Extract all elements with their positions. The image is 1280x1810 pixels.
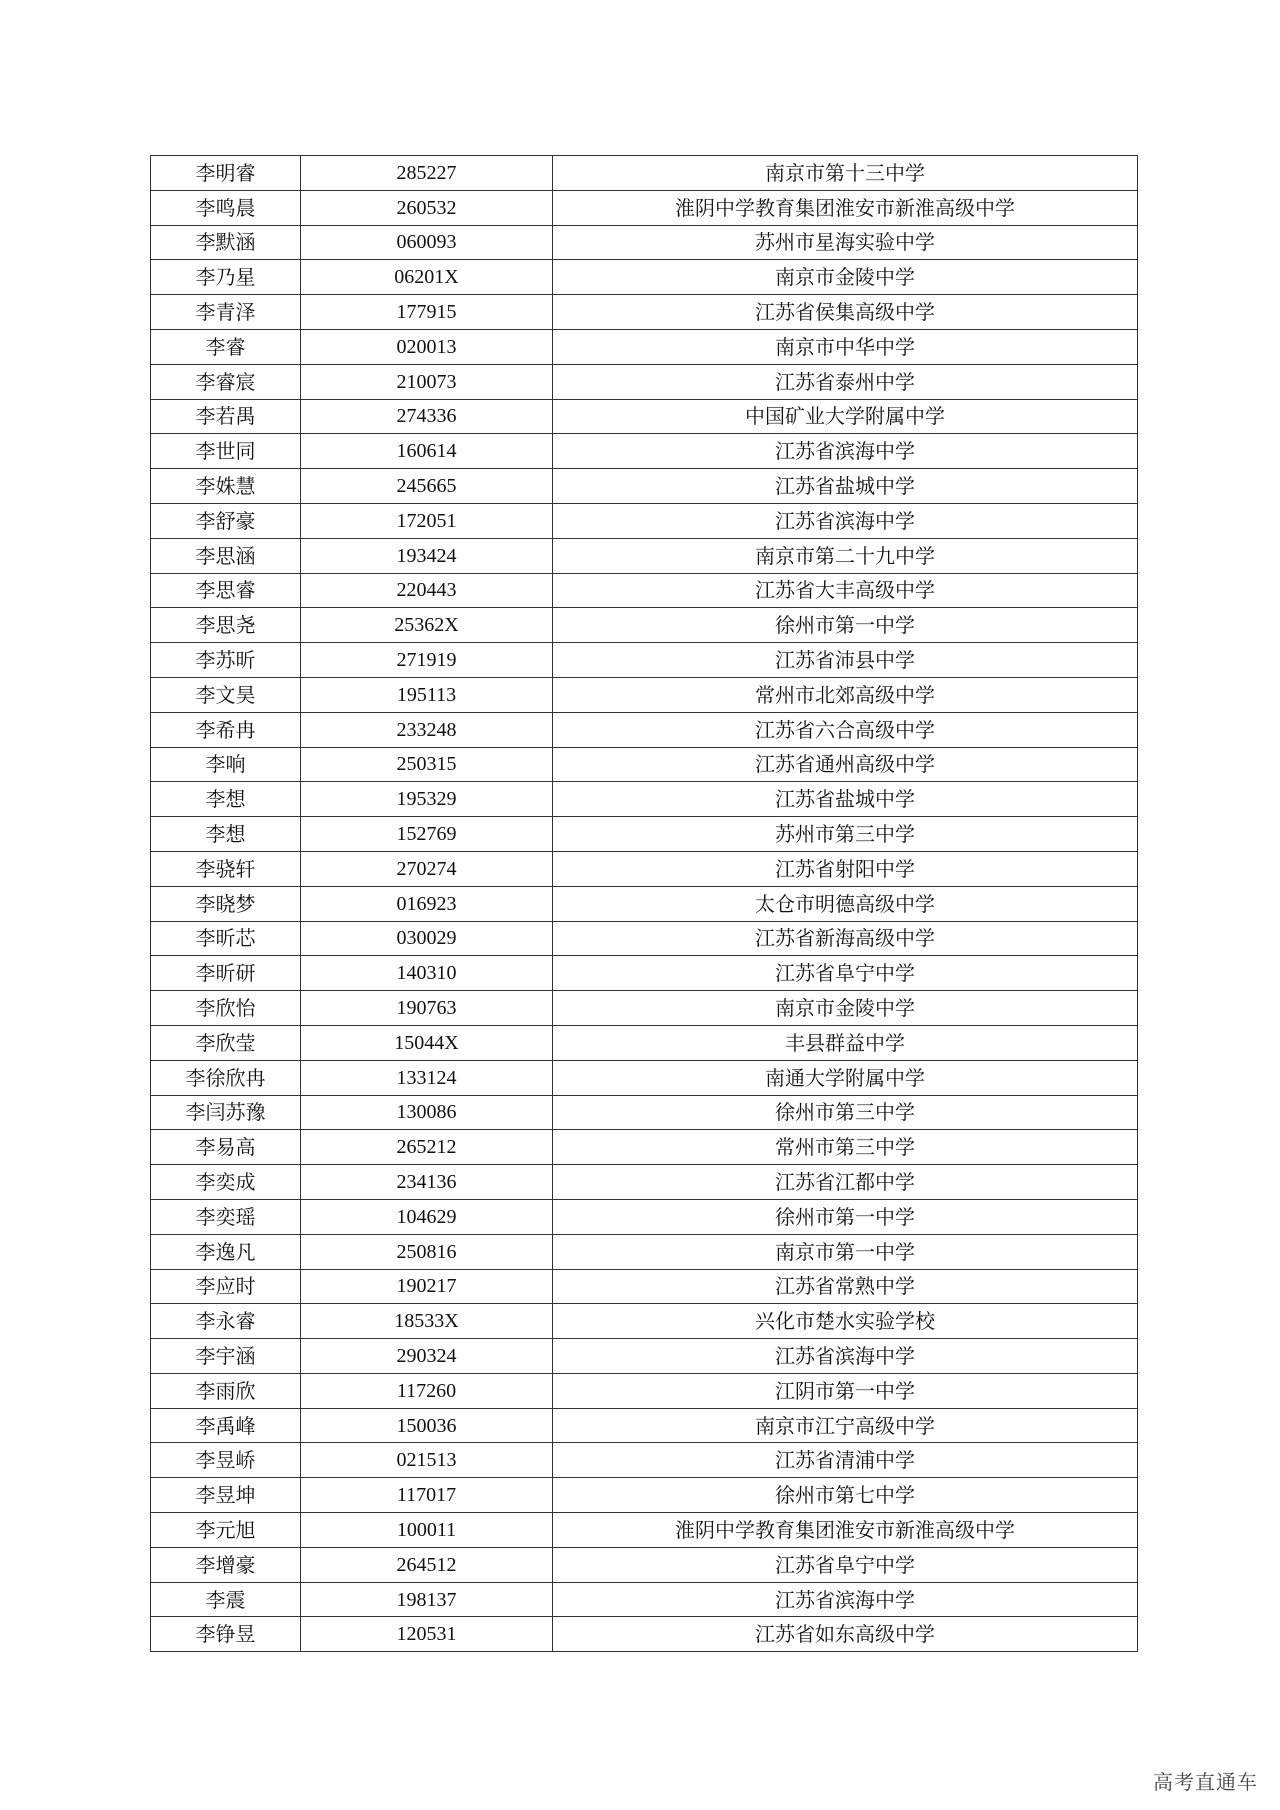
table-row — [151, 1443, 1138, 1478]
table-row — [151, 538, 1138, 573]
student-id-cell: 264512 — [301, 1547, 553, 1582]
student-id-cell: 021513 — [301, 1443, 553, 1478]
student-id-cell: 250315 — [301, 747, 553, 782]
student-name-cell: 李晓梦 — [151, 886, 301, 921]
school-name-cell: 江苏省常熟中学 — [553, 1269, 1138, 1304]
student-name-cell: 李睿 — [151, 329, 301, 364]
student-name-cell: 李姝慧 — [151, 469, 301, 504]
student-name-cell: 李易高 — [151, 1130, 301, 1165]
student-name-cell: 李奕瑶 — [151, 1199, 301, 1234]
table-row — [151, 1339, 1138, 1374]
student-name-cell: 李欣怡 — [151, 991, 301, 1026]
school-name-cell: 南京市中华中学 — [553, 329, 1138, 364]
table-row — [151, 608, 1138, 643]
student-name-cell: 李鸣晨 — [151, 190, 301, 225]
student-id-cell: 290324 — [301, 1339, 553, 1374]
student-name-cell: 李铮昱 — [151, 1617, 301, 1652]
student-id-cell: 152769 — [301, 817, 553, 852]
school-name-cell: 常州市北郊高级中学 — [553, 677, 1138, 712]
student-id-cell: 195113 — [301, 677, 553, 712]
school-name-cell: 南京市第二十九中学 — [553, 538, 1138, 573]
school-name-cell: 江苏省泰州中学 — [553, 364, 1138, 399]
school-name-cell: 江苏省滨海中学 — [553, 1339, 1138, 1374]
school-name-cell: 江苏省六合高级中学 — [553, 712, 1138, 747]
school-name-cell: 江苏省阜宁中学 — [553, 1547, 1138, 1582]
student-id-cell: 190217 — [301, 1269, 553, 1304]
school-name-cell: 南京市江宁高级中学 — [553, 1408, 1138, 1443]
student-name-cell: 李雨欣 — [151, 1373, 301, 1408]
student-name-cell: 李乃星 — [151, 260, 301, 295]
table-row — [151, 295, 1138, 330]
student-name-cell: 李希冉 — [151, 712, 301, 747]
student-name-cell: 李思尧 — [151, 608, 301, 643]
school-name-cell: 常州市第三中学 — [553, 1130, 1138, 1165]
student-name-cell: 李思涵 — [151, 538, 301, 573]
table-row — [151, 1617, 1138, 1652]
student-id-cell: 260532 — [301, 190, 553, 225]
table-row — [151, 1304, 1138, 1339]
table-row — [151, 1025, 1138, 1060]
table-row — [151, 1060, 1138, 1095]
school-name-cell: 江苏省射阳中学 — [553, 851, 1138, 886]
student-name-cell: 李昕研 — [151, 956, 301, 991]
watermark-text: 高考直通车 — [1153, 1770, 1258, 1794]
student-name-cell: 李禹峰 — [151, 1408, 301, 1443]
school-name-cell: 江苏省大丰高级中学 — [553, 573, 1138, 608]
student-name-cell: 李昱坤 — [151, 1478, 301, 1513]
student-id-cell: 177915 — [301, 295, 553, 330]
school-name-cell: 江苏省滨海中学 — [553, 1582, 1138, 1617]
school-name-cell: 南京市第一中学 — [553, 1234, 1138, 1269]
student-name-cell: 李思睿 — [151, 573, 301, 608]
student-id-cell: 190763 — [301, 991, 553, 1026]
student-id-cell: 285227 — [301, 156, 553, 191]
table-row — [151, 1199, 1138, 1234]
school-name-cell: 太仓市明德高级中学 — [553, 886, 1138, 921]
roster-body — [151, 156, 1138, 1652]
table-row — [151, 503, 1138, 538]
student-id-cell: 060093 — [301, 225, 553, 260]
school-name-cell: 江苏省滨海中学 — [553, 503, 1138, 538]
student-id-cell: 100011 — [301, 1513, 553, 1548]
table-row — [151, 225, 1138, 260]
table-row — [151, 1095, 1138, 1130]
school-name-cell: 苏州市第三中学 — [553, 817, 1138, 852]
student-id-cell: 130086 — [301, 1095, 553, 1130]
school-name-cell: 徐州市第三中学 — [553, 1095, 1138, 1130]
student-name-cell: 李昱峤 — [151, 1443, 301, 1478]
student-id-cell: 245665 — [301, 469, 553, 504]
student-name-cell: 李若禺 — [151, 399, 301, 434]
table-row — [151, 956, 1138, 991]
student-id-cell: 198137 — [301, 1582, 553, 1617]
student-id-cell: 150036 — [301, 1408, 553, 1443]
student-id-cell: 220443 — [301, 573, 553, 608]
student-id-cell: 120531 — [301, 1617, 553, 1652]
table-row — [151, 190, 1138, 225]
school-name-cell: 江苏省盐城中学 — [553, 469, 1138, 504]
table-row — [151, 1234, 1138, 1269]
student-name-cell: 李奕成 — [151, 1165, 301, 1200]
school-name-cell: 南通大学附属中学 — [553, 1060, 1138, 1095]
table-row — [151, 434, 1138, 469]
school-name-cell: 兴化市楚水实验学校 — [553, 1304, 1138, 1339]
student-id-cell: 234136 — [301, 1165, 553, 1200]
table-row — [151, 1130, 1138, 1165]
table-row — [151, 364, 1138, 399]
table-row — [151, 573, 1138, 608]
table-row — [151, 329, 1138, 364]
school-name-cell: 淮阴中学教育集团淮安市新淮高级中学 — [553, 1513, 1138, 1548]
student-name-cell: 李舒豪 — [151, 503, 301, 538]
table-row — [151, 1269, 1138, 1304]
student-id-cell: 25362X — [301, 608, 553, 643]
student-name-cell: 李应时 — [151, 1269, 301, 1304]
student-id-cell: 195329 — [301, 782, 553, 817]
student-id-cell: 172051 — [301, 503, 553, 538]
table-row — [151, 712, 1138, 747]
student-id-cell: 030029 — [301, 921, 553, 956]
table-row — [151, 156, 1138, 191]
student-name-cell: 李宇涵 — [151, 1339, 301, 1374]
student-roster-table — [150, 155, 1138, 1652]
student-name-cell: 李文昊 — [151, 677, 301, 712]
table-row — [151, 399, 1138, 434]
student-id-cell: 233248 — [301, 712, 553, 747]
student-id-cell: 210073 — [301, 364, 553, 399]
school-name-cell: 江苏省通州高级中学 — [553, 747, 1138, 782]
school-name-cell: 江苏省侯集高级中学 — [553, 295, 1138, 330]
school-name-cell: 南京市金陵中学 — [553, 260, 1138, 295]
school-name-cell: 江苏省沛县中学 — [553, 643, 1138, 678]
school-name-cell: 丰县群益中学 — [553, 1025, 1138, 1060]
school-name-cell: 苏州市星海实验中学 — [553, 225, 1138, 260]
school-name-cell: 江苏省如东高级中学 — [553, 1617, 1138, 1652]
school-name-cell: 江苏省清浦中学 — [553, 1443, 1138, 1478]
school-name-cell: 江苏省滨海中学 — [553, 434, 1138, 469]
student-id-cell: 06201X — [301, 260, 553, 295]
student-name-cell: 李元旭 — [151, 1513, 301, 1548]
school-name-cell: 南京市第十三中学 — [553, 156, 1138, 191]
student-id-cell: 265212 — [301, 1130, 553, 1165]
table-row — [151, 260, 1138, 295]
student-name-cell: 李青泽 — [151, 295, 301, 330]
school-name-cell: 江苏省江都中学 — [553, 1165, 1138, 1200]
school-name-cell: 徐州市第七中学 — [553, 1478, 1138, 1513]
table-row — [151, 469, 1138, 504]
table-row — [151, 886, 1138, 921]
student-name-cell: 李增豪 — [151, 1547, 301, 1582]
school-name-cell: 淮阴中学教育集团淮安市新淮高级中学 — [553, 190, 1138, 225]
student-id-cell: 274336 — [301, 399, 553, 434]
student-id-cell: 193424 — [301, 538, 553, 573]
student-id-cell: 117260 — [301, 1373, 553, 1408]
student-name-cell: 李睿宸 — [151, 364, 301, 399]
student-name-cell: 李震 — [151, 1582, 301, 1617]
student-id-cell: 016923 — [301, 886, 553, 921]
student-id-cell: 140310 — [301, 956, 553, 991]
student-name-cell: 李苏昕 — [151, 643, 301, 678]
school-name-cell: 徐州市第一中学 — [553, 608, 1138, 643]
student-name-cell: 李明睿 — [151, 156, 301, 191]
student-name-cell: 李骁轩 — [151, 851, 301, 886]
table-row — [151, 817, 1138, 852]
table-row — [151, 991, 1138, 1026]
student-id-cell: 104629 — [301, 1199, 553, 1234]
table-row — [151, 1582, 1138, 1617]
table-row — [151, 1165, 1138, 1200]
student-id-cell: 18533X — [301, 1304, 553, 1339]
student-id-cell: 160614 — [301, 434, 553, 469]
student-id-cell: 15044X — [301, 1025, 553, 1060]
table-row — [151, 1547, 1138, 1582]
school-name-cell: 江阴市第一中学 — [553, 1373, 1138, 1408]
table-row — [151, 643, 1138, 678]
student-name-cell: 李闫苏豫 — [151, 1095, 301, 1130]
student-id-cell: 250816 — [301, 1234, 553, 1269]
student-id-cell: 020013 — [301, 329, 553, 364]
school-name-cell: 南京市金陵中学 — [553, 991, 1138, 1026]
student-name-cell: 李逸凡 — [151, 1234, 301, 1269]
student-name-cell: 李徐欣冉 — [151, 1060, 301, 1095]
student-name-cell: 李想 — [151, 817, 301, 852]
table-row — [151, 747, 1138, 782]
student-name-cell: 李想 — [151, 782, 301, 817]
table-row — [151, 782, 1138, 817]
table-row — [151, 851, 1138, 886]
student-name-cell: 李响 — [151, 747, 301, 782]
student-id-cell: 270274 — [301, 851, 553, 886]
student-name-cell: 李默涵 — [151, 225, 301, 260]
student-id-cell: 133124 — [301, 1060, 553, 1095]
student-name-cell: 李昕芯 — [151, 921, 301, 956]
school-name-cell: 江苏省盐城中学 — [553, 782, 1138, 817]
student-name-cell: 李欣莹 — [151, 1025, 301, 1060]
school-name-cell: 中国矿业大学附属中学 — [553, 399, 1138, 434]
school-name-cell: 徐州市第一中学 — [553, 1199, 1138, 1234]
table-row — [151, 1513, 1138, 1548]
school-name-cell: 江苏省新海高级中学 — [553, 921, 1138, 956]
table-row — [151, 1408, 1138, 1443]
student-name-cell: 李世同 — [151, 434, 301, 469]
table-row — [151, 677, 1138, 712]
student-id-cell: 271919 — [301, 643, 553, 678]
student-name-cell: 李永睿 — [151, 1304, 301, 1339]
table-row — [151, 921, 1138, 956]
school-name-cell: 江苏省阜宁中学 — [553, 956, 1138, 991]
table-row — [151, 1478, 1138, 1513]
table-row — [151, 1373, 1138, 1408]
student-id-cell: 117017 — [301, 1478, 553, 1513]
